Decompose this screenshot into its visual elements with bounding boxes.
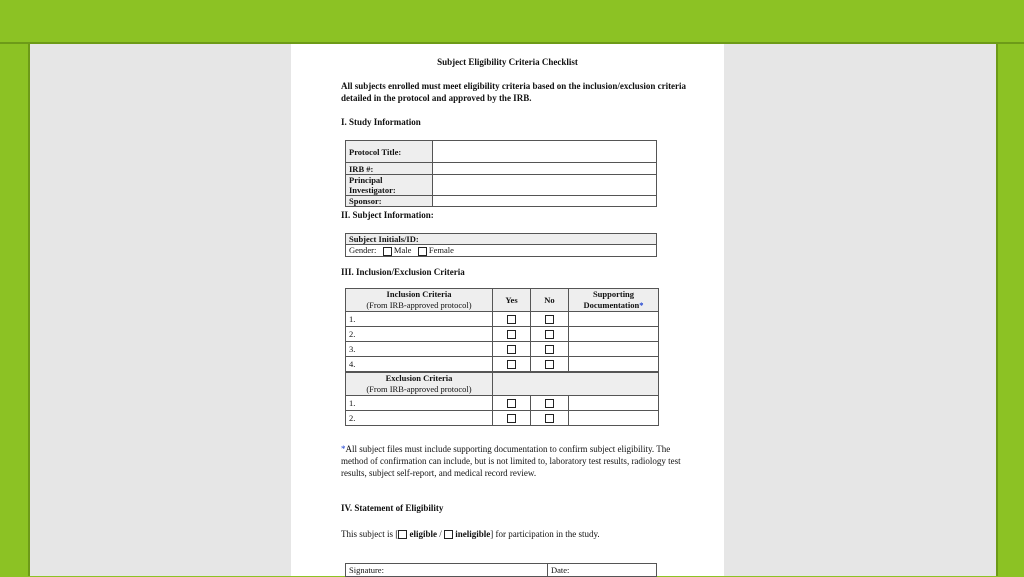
exclusion-2-yes-checkbox[interactable] <box>507 414 516 423</box>
signature-field[interactable] <box>346 564 548 577</box>
exclusion-row-2[interactable]: 2. <box>346 410 493 425</box>
supporting-doc-star: * <box>639 300 644 310</box>
inclusion-header-cell <box>346 289 493 312</box>
sponsor-label: Sponsor: <box>346 196 433 207</box>
inclusion-subheader: (From IRB-approved protocol) <box>366 300 472 310</box>
subject-initials-label: Subject Initials/ID: <box>346 234 657 245</box>
criteria-table <box>345 288 659 426</box>
inclusion-row-3[interactable]: 3. <box>346 342 493 357</box>
inclusion-3-yes-checkbox[interactable] <box>507 345 516 354</box>
exclusion-header-cell <box>346 372 493 396</box>
irb-number-field[interactable] <box>433 163 657 175</box>
inclusion-4-doc-field[interactable] <box>569 357 659 372</box>
inclusion-1-doc-field[interactable] <box>569 312 659 327</box>
inclusion-row-2[interactable]: 2. <box>346 327 493 342</box>
exclusion-row-1[interactable]: 1. <box>346 395 493 410</box>
date-label: Date: <box>551 565 570 575</box>
section-1-heading: I. Study Information <box>341 117 421 127</box>
exclusion-2-doc-field[interactable] <box>569 410 659 425</box>
inclusion-row-4[interactable]: 4. <box>346 357 493 372</box>
irb-number-label: IRB #: <box>346 163 433 175</box>
inclusion-row-1[interactable]: 1. <box>346 312 493 327</box>
footnote-line-2: method of confirmation can include, but is not limited to, laboratory test results, radiology test <box>341 456 681 466</box>
eligibility-slash: / <box>439 529 442 539</box>
male-label: Male <box>393 245 412 255</box>
gender-row <box>346 245 657 257</box>
subject-info-table <box>345 233 657 257</box>
eligibility-post: ] for participation in the study. <box>490 529 600 539</box>
section-4-heading: IV. Statement of Eligibility <box>341 503 444 513</box>
no-header: No <box>531 289 569 312</box>
protocol-title-label: Protocol Title: <box>346 141 433 163</box>
date-field[interactable] <box>548 564 657 577</box>
gender-label: Gender: <box>349 245 377 255</box>
exclusion-header: Exclusion Criteria <box>385 372 453 383</box>
ineligible-checkbox[interactable] <box>444 530 453 539</box>
exclusion-subheader: (From IRB-approved protocol) <box>366 383 472 394</box>
yes-header: Yes <box>493 289 531 312</box>
exclusion-header-blank <box>493 372 659 396</box>
inclusion-3-doc-field[interactable] <box>569 342 659 357</box>
left-margin-bar <box>0 44 30 576</box>
inclusion-2-yes-checkbox[interactable] <box>507 330 516 339</box>
document-workspace <box>30 44 996 576</box>
principal-investigator-label: Principal Investigator: <box>346 175 433 196</box>
inclusion-4-no-checkbox[interactable] <box>545 360 554 369</box>
supporting-doc-line1: Supporting <box>592 289 635 299</box>
right-margin-bar <box>996 44 1024 576</box>
top-bar <box>0 0 1024 44</box>
exclusion-2-no-checkbox[interactable] <box>545 414 554 423</box>
exclusion-1-no-checkbox[interactable] <box>545 399 554 408</box>
footnote-line-3: results, subject self-report, and medical record review. <box>341 468 537 478</box>
exclusion-1-yes-checkbox[interactable] <box>507 399 516 408</box>
female-label: Female <box>428 245 454 255</box>
section-2-heading: II. Subject Information: <box>341 210 434 220</box>
section-3-heading: III. Inclusion/Exclusion Criteria <box>341 267 465 277</box>
signature-label: Signature: <box>349 565 384 575</box>
sponsor-field[interactable] <box>433 196 657 207</box>
principal-investigator-field[interactable] <box>433 175 657 196</box>
inclusion-header: Inclusion Criteria <box>386 289 452 299</box>
intro-line-1: All subjects enrolled must meet eligibility criteria based on the inclusion/exclusion criteria <box>341 81 687 91</box>
inclusion-1-yes-checkbox[interactable] <box>507 315 516 324</box>
document-page[interactable] <box>291 44 724 576</box>
eligibility-statement <box>341 529 600 540</box>
footnote-text-1: All subject files must include supporting documentation to confirm subject eligibility. The <box>345 444 671 454</box>
male-checkbox[interactable] <box>383 247 392 256</box>
inclusion-3-no-checkbox[interactable] <box>545 345 554 354</box>
eligibility-pre: This subject is [ <box>341 529 399 539</box>
supporting-doc-line2: Documentation <box>583 300 640 310</box>
supporting-doc-header <box>569 289 659 312</box>
inclusion-2-doc-field[interactable] <box>569 327 659 342</box>
document-title: Subject Eligibility Criteria Checklist <box>437 57 578 67</box>
intro-line-2: detailed in the protocol and approved by the IRB. <box>341 93 532 103</box>
footnote-line-1 <box>341 444 670 455</box>
study-info-table <box>345 140 657 207</box>
signature-table <box>345 563 657 577</box>
female-checkbox[interactable] <box>418 247 427 256</box>
protocol-title-field[interactable] <box>433 141 657 163</box>
inclusion-4-yes-checkbox[interactable] <box>507 360 516 369</box>
footnote-star: * <box>341 444 346 454</box>
eligible-checkbox[interactable] <box>398 530 407 539</box>
inclusion-1-no-checkbox[interactable] <box>545 315 554 324</box>
eligible-label: eligible <box>409 529 437 539</box>
exclusion-1-doc-field[interactable] <box>569 395 659 410</box>
inclusion-2-no-checkbox[interactable] <box>545 330 554 339</box>
ineligible-label: ineligible <box>455 529 491 539</box>
